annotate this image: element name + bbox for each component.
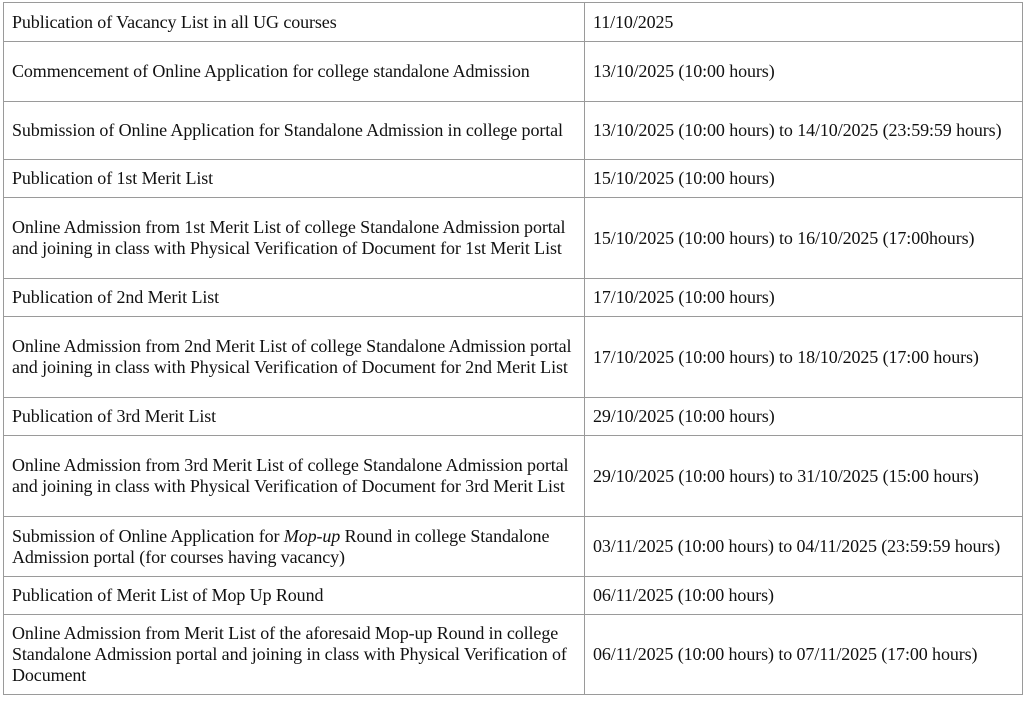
date-text: 29/10/2025 (10:00 hours): [593, 406, 775, 426]
event-cell: [4, 615, 585, 695]
date-cell: [585, 160, 1023, 198]
table-row: [4, 517, 1023, 577]
event-cell: [4, 102, 585, 160]
event-text: Publication of Vacancy List in all UG courses: [12, 11, 337, 32]
event-text: Online Admission from 2nd Merit List of college Standalone Admission portal and joining in class with Physical Verification of Document for 2nd Merit List: [12, 336, 572, 377]
event-text: Commencement of Online Application for college standalone Admission: [12, 61, 530, 81]
date-cell: [585, 436, 1023, 517]
event-text: Publication of Merit List of Mop Up Round: [12, 585, 324, 605]
date-text: 13/10/2025 (10:00 hours): [593, 61, 775, 81]
date-cell: [585, 42, 1023, 102]
event-text-part: Submission of Online Application for: [12, 525, 284, 546]
event-cell: [4, 517, 585, 577]
event-cell: [4, 160, 585, 198]
date-cell: [585, 398, 1023, 436]
date-cell: [585, 102, 1023, 160]
date-cell: [585, 198, 1023, 279]
event-text-part: Round in college Standalone Admission portal (for courses having vacancy): [12, 525, 550, 567]
table-row: [4, 160, 1023, 198]
date-cell: [585, 3, 1023, 42]
table-row: [4, 436, 1023, 517]
date-cell: [585, 517, 1023, 577]
event-cell: [4, 317, 585, 398]
date-text: 29/10/2025 (10:00 hours) to 31/10/2025 (15:00 hours): [593, 465, 979, 486]
table-row: [4, 615, 1023, 695]
date-text: 03/11/2025 (10:00 hours) to 04/11/2025 (23:59:59 hours): [593, 536, 1001, 556]
event-cell: [4, 3, 585, 42]
date-text: 13/10/2025 (10:00 hours) to 14/10/2025 (23:59:59 hours): [593, 120, 1002, 140]
date-text: 06/11/2025 (10:00 hours) to 07/11/2025 (17:00 hours): [593, 644, 978, 664]
date-text: 17/10/2025 (10:00 hours): [593, 287, 775, 307]
date-text: 17/10/2025 (10:00 hours) to 18/10/2025 (17:00 hours): [593, 346, 979, 367]
table-row: [4, 42, 1023, 102]
date-text: 15/10/2025 (10:00 hours): [593, 168, 775, 188]
date-text: 15/10/2025 (10:00 hours) to 16/10/2025 (17:00hours): [593, 227, 975, 248]
date-cell: [585, 317, 1023, 398]
event-cell: [4, 198, 585, 279]
table-row: [4, 398, 1023, 436]
date-cell: [585, 577, 1023, 615]
event-text: Publication of 3rd Merit List: [12, 406, 217, 426]
event-text: Publication of 1st Merit List: [12, 168, 214, 188]
event-cell: [4, 398, 585, 436]
table-row: [4, 3, 1023, 42]
date-cell: [585, 279, 1023, 317]
event-text: Publication of 2nd Merit List: [12, 287, 220, 307]
table-row: [4, 102, 1023, 160]
event-cell: [4, 279, 585, 317]
event-cell: [4, 577, 585, 615]
event-cell: [4, 42, 585, 102]
event-text: Online Admission from Merit List of the aforesaid Mop-up Round in college Standalone Admission portal and joining in class with Physical Verification of Document: [12, 623, 567, 685]
table-row: [4, 317, 1023, 398]
mop-up-emphasis: Mop-up: [283, 525, 341, 546]
event-text: Submission of Online Application for Standalone Admission in college portal: [12, 120, 563, 140]
event-text: Online Admission from 3rd Merit List of college Standalone Admission portal and joining in class with Physical Verification of Document for 3rd Merit List: [12, 455, 569, 496]
table-row: [4, 577, 1023, 615]
date-cell: [585, 615, 1023, 695]
table-row: [4, 198, 1023, 279]
event-text: [12, 526, 576, 568]
table-row: [4, 279, 1023, 317]
date-text: 06/11/2025 (10:00 hours): [593, 585, 774, 605]
event-cell: [4, 436, 585, 517]
event-text: Online Admission from 1st Merit List of college Standalone Admission portal and joining in class with Physical Verification of Document for 1st Merit List: [12, 217, 566, 258]
admission-schedule-table: [3, 2, 1023, 695]
date-text: 11/10/2025: [593, 11, 674, 32]
